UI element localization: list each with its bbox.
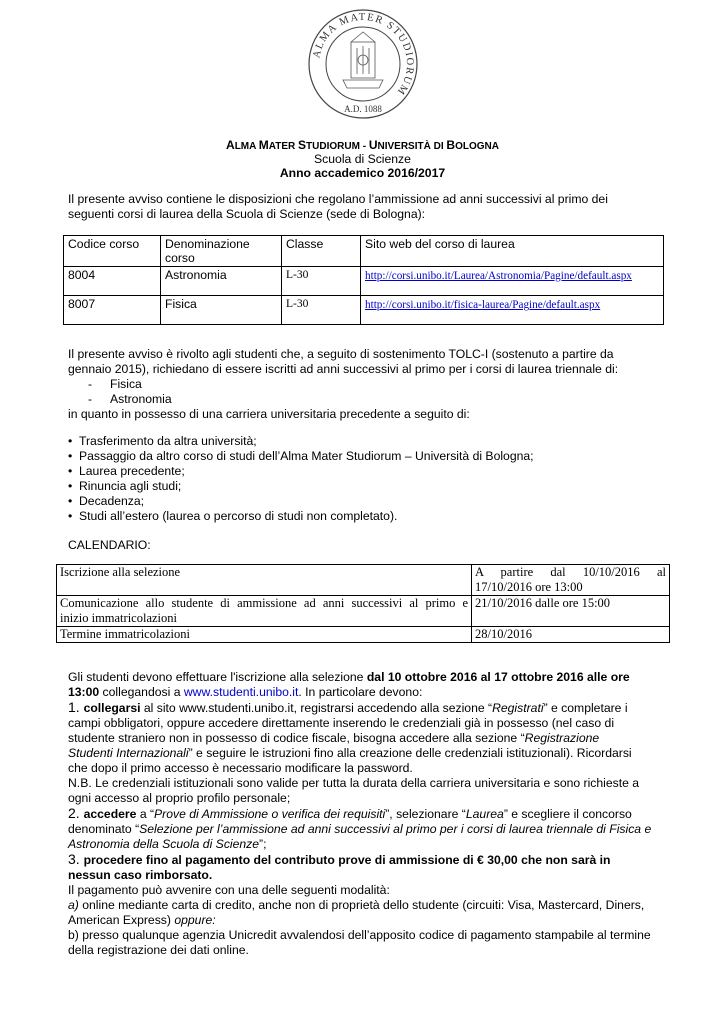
list-item: • Laurea precedente; (68, 464, 185, 478)
nota-bene: N.B. Le credenziali istituzionali sono valide per tutta la durata della carriera universitaria e sono richieste a (68, 776, 640, 790)
calendar-date: A partire dal 10/10/2016 al 17/10/2016 ore 13:00 (472, 565, 670, 596)
course-name: Astronomia (161, 267, 282, 296)
table-row (57, 565, 670, 596)
table-row (64, 296, 664, 325)
seal-emblem-icon (343, 32, 383, 88)
table-row (57, 627, 670, 643)
course-class: L-30 (282, 296, 361, 325)
table-row (64, 267, 664, 296)
seal-ring-text: ALMA MATER STUDIORUM (311, 11, 416, 98)
list-item: • Passaggio da altro corso di studi dell’Alma Mater Studiorum – Università di Bologna; (68, 449, 534, 463)
instructions-section: Gli studenti devono effettuare l'iscrizione alla selezione dal 10 ottobre 2016 al 17 ottobre 2016 alle ore 13:00 collegandosi a www.studenti.unibo.it. In particolare devono: 1. collegarsi al sito www.studenti.unibo.it, registrarsi accedendo alla sezione “Registrati” e completare i campi obbligatori, oppure accedere direttamente inserendo le credenziali già in possesso (nel caso di studente straniero non in possesso di codice fiscale, bisogna accedere alla sezione “Registrazione Studenti Internazionali” e seguire le istruzioni fino alla creazione delle credenziali istituzionali). Ricordarsi che dopo il primo accesso è necessario modificare la password. N.B. Le credenziali istituzionali sono valide per tutta la durata della carriera universitaria e sono richieste a ogni accesso al proprio profilo personale; 2. accedere a “Prove di Ammissione o verifica dei requisiti”, selezionare “Laurea” e scegliere il concorso denominato “Selezione per l’ammissione ad anni successivi al primo per i corsi di laurea triennale di Fisica e Astronomia della Scuola di Scienze”; 3. procedere fino al pagamento del contributo prove di ammissione di € 30,00 che non sarà in nessun caso rimborsato. Il pagamento può avvenire con una delle seguenti modalità: a) online mediante carta di credito, anche non di proprietà dello studente (circuiti: Visa, Mastercard, Diners, American Express) oppure: b) presso qualunque agenzia Unicredit avvalendosi dell’apposito codice di pagamento stampabile al termine della registrazione dei dati online. (68, 670, 663, 958)
school-name: Scuola di Scienze (314, 152, 411, 166)
bullet-icon: • (68, 449, 73, 463)
course-name: Fisica (161, 296, 282, 325)
calendar-table (56, 564, 670, 643)
bullet-icon: • (68, 509, 73, 523)
list-item: • Decadenza; (68, 494, 145, 508)
payment-methods: Il pagamento può avvenire con una delle seguenti modalità: (68, 883, 390, 897)
table-row (57, 596, 670, 627)
list-item: - Fisica (88, 377, 142, 391)
table-header-row (64, 236, 664, 267)
course-class: L-30 (282, 267, 361, 296)
calendar-date: 28/10/2016 (472, 627, 670, 643)
intro-paragraph: Il presente avviso contiene le disposizioni che regolano l’ammissione ad anni successivi al primo dei seguenti corsi di laurea della Scuola di Scienze (sede di Bologna): (68, 192, 608, 221)
header-class: Classe (282, 236, 361, 267)
university-name: ALMA MATER STUDIORUM - UNIVERSITÀ DI BOLOGNA (226, 138, 499, 152)
seal-year: A.D. 1088 (344, 104, 382, 114)
list-item: • Trasferimento da altra università; (68, 434, 257, 448)
bullet-icon: • (68, 434, 73, 448)
registration-period-text: Gli studenti devono effettuare l'iscrizione alla selezione dal 10 ottobre 2016 al 17 ottobre 2016 alle ore (68, 670, 630, 684)
calendar-date: 21/10/2016 dalle ore 15:00 (472, 596, 670, 627)
academic-year: Anno accademico 2016/2017 (279, 166, 446, 180)
header-name: Denominazione corso (161, 236, 282, 267)
calendar-event: Iscrizione alla selezione (57, 565, 472, 596)
course-website-link[interactable]: http://corsi.unibo.it/fisica-laurea/Pagine/default.aspx (365, 299, 601, 311)
bullet-icon: • (68, 494, 73, 508)
list-item: • Studi all’estero (laurea o percorso di studi non completato). (68, 509, 398, 523)
header-code: Codice corso (64, 236, 161, 267)
university-seal-logo (307, 8, 419, 120)
courses-table (63, 235, 664, 325)
bullet-icon: • (68, 479, 73, 493)
step-2: 2. accedere a “Prove di Ammissione o verifica dei requisiti”, selezionare “Laurea” e scegliere il concorso (68, 805, 632, 821)
course-code: 8007 (64, 296, 161, 325)
calendar-event: Termine immatricolazioni (57, 627, 472, 643)
list-item: - Astronomia (88, 392, 172, 406)
step-1: 1. collegarsi al sito www.studenti.unibo.it, registrarsi accedendo alla sezione “Registrati” e completare i (68, 699, 628, 715)
career-list (68, 434, 663, 524)
header-website: Sito web del corso di laurea (361, 236, 664, 267)
bullet-icon: • (68, 464, 73, 478)
notice-paragraph: Il presente avviso è rivolto agli studenti che, a seguito di sostenimento TOLC-I (sostenuto a partire da gennaio 2015), richiedano di essere iscritti ad anni successivi al primo per i corsi di laurea triennale di: - Fisica - Astronomia in quanto in possesso di una carriera universitaria precedente a seguito di: (68, 347, 663, 422)
calendar-title: CALENDARIO: (68, 538, 151, 552)
calendar-event: Comunicazione allo studente di ammissione ad anni successivi al primo e inizio immatricolazioni (57, 596, 472, 627)
step-3: 3. procedere fino al pagamento del contributo prove di ammissione di € 30,00 che non sarà in (68, 851, 611, 867)
student-portal-link[interactable]: www.studenti.unibo.it (183, 685, 299, 699)
list-item: • Rinuncia agli studi; (68, 479, 182, 493)
course-code: 8004 (64, 267, 161, 296)
course-website-link[interactable]: http://corsi.unibo.it/Laurea/Astronomia/Pagine/default.aspx (365, 270, 632, 282)
